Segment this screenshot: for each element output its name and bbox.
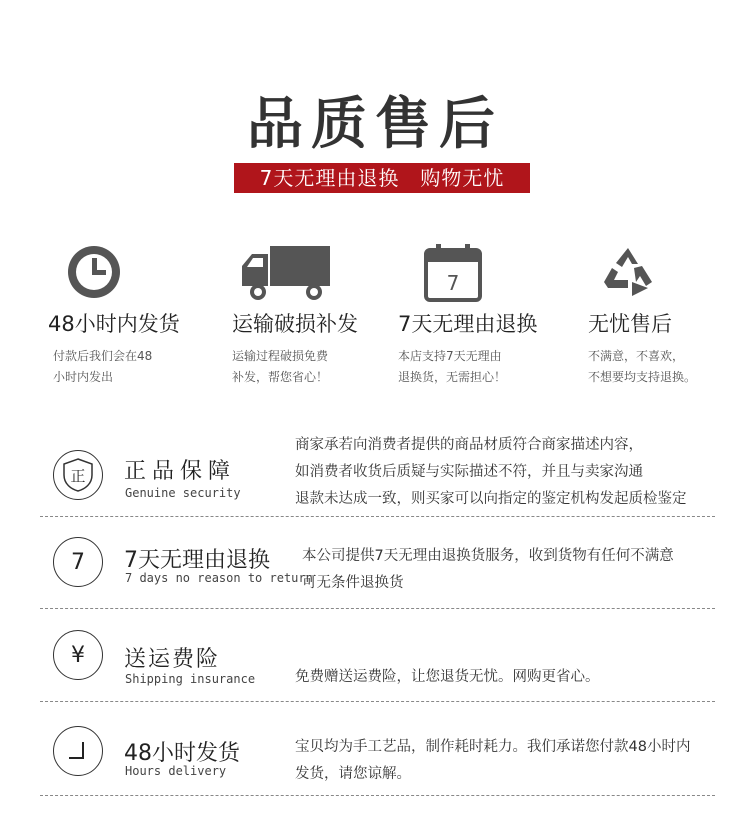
seven-icon: 7 (53, 537, 103, 587)
truck-icon (238, 240, 334, 304)
guarantee-subtitle: Shipping insurance (125, 672, 256, 686)
feature-title: 48小时内发货 (48, 312, 180, 336)
page-title: 品质售后 (247, 92, 503, 157)
guarantee-desc: 本公司提供7天无理由退换货服务，收到货物有任何不满意 可无条件退换货 (302, 548, 674, 591)
clock-hands-icon (53, 726, 103, 776)
guarantee-subtitle: Hours delivery (125, 764, 227, 778)
guarantee-subtitle: 7 days no reason to return (125, 571, 313, 585)
feature-desc: 不满意，不喜欢， 不想要均支持退换。 (588, 349, 697, 384)
feature-desc: 付款后我们会在48 小时内发出 (53, 349, 153, 384)
guarantee-subtitle: Genuine security (125, 486, 241, 500)
divider (40, 608, 715, 609)
feature-title: 无忧售后 (588, 312, 672, 336)
feature-title: 7天无理由退换 (398, 312, 538, 336)
recycle-icon (598, 240, 658, 304)
clock-icon (62, 240, 126, 304)
shield-icon (53, 450, 103, 500)
guarantee-desc: 商家承若向消费者提供的商品材质符合商家描述内容， 如消费者收货后质疑与实际描述不符，并且与卖家沟通 退款未达成一致，则买家可以向指定的鉴定机构发起质检鉴定 (295, 437, 687, 507)
divider (40, 701, 715, 702)
guarantee-desc: 免费赠送运费险，让您退货无忧。网购更省心。 (295, 669, 600, 685)
guarantee-desc: 宝贝均为手工艺品，制作耗时耗力。我们承诺您付款48小时内 发货，请您谅解。 (295, 739, 691, 782)
feature-desc: 本店支持7天无理由 退换货，无需担心！ (398, 349, 507, 384)
calendar-icon (422, 240, 484, 304)
guarantee-title: 7天无理由退换 (124, 548, 270, 573)
feature-title: 运输破损补发 (232, 312, 358, 336)
divider (40, 516, 715, 517)
guarantee-title: 送运费险 (124, 647, 221, 672)
svg-text:7: 7 (446, 271, 460, 295)
svg-text:正: 正 (70, 467, 86, 485)
divider (40, 795, 715, 796)
guarantee-title: 48小时发货 (124, 741, 240, 766)
guarantee-title: 正品保障 (124, 459, 237, 484)
banner: 7天无理由退换 购物无忧 (234, 163, 530, 193)
yen-icon: ¥ (53, 630, 103, 680)
feature-desc: 运输过程破损免费 补发，帮您省心！ (232, 349, 329, 384)
